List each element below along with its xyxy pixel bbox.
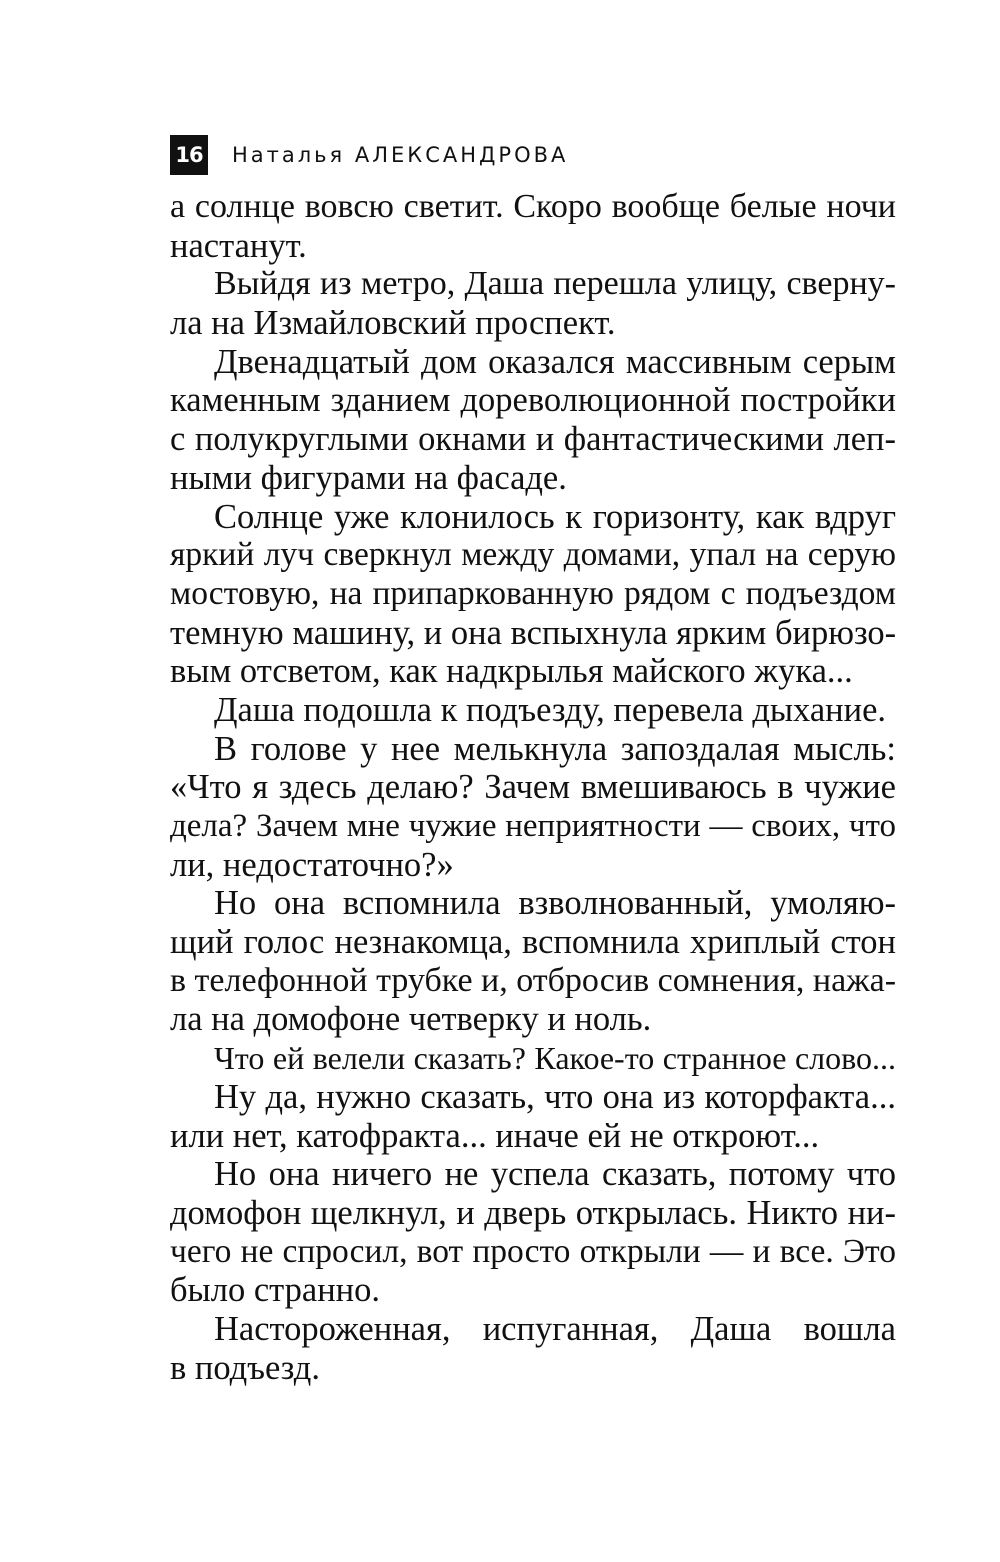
text-line: а солнце вовсю светит. Скоро вообще белые ночи <box>170 188 896 225</box>
body-text <box>170 188 896 1387</box>
text-line: в телефонной трубке и, отбросив сомнения, нажа- <box>170 961 897 999</box>
text-line: темную машину, и она вспыхнула ярким бирюзо- <box>170 613 897 652</box>
text-line: Двенадцатый дом оказался массивным серым <box>214 342 896 381</box>
text-line: в подъезд. <box>170 1348 320 1387</box>
text-line: ла на Измайловский проспект. <box>170 304 616 343</box>
running-header <box>170 135 568 175</box>
text-line: или нет, катофракта... иначе ей не откроют... <box>170 1116 820 1155</box>
text-line: дела? Зачем мне чужие неприятности — своих, что <box>170 808 896 844</box>
text-line: В голове у нее мелькнула запоздалая мысль: <box>214 729 896 768</box>
text-line: настанут. <box>170 226 307 265</box>
text-line: вым отсветом, как надкрылья майского жука... <box>170 652 853 691</box>
running-head-title: Наталья АЛЕКСАНДРОВА <box>232 143 569 167</box>
text-line: мостовую, на припаркованную рядом с подъездом <box>170 574 896 612</box>
text-line: Даша подошла к подъезду, перевела дыхание. <box>214 690 887 729</box>
text-line: Настороженная, испуганная, Даша вошла <box>214 1309 896 1348</box>
text-line: ными фигурами на фасаде. <box>170 458 567 497</box>
text-line: чего не спросил, вот просто открыли — и все. Это <box>170 1232 896 1270</box>
text-line: щий голос незнакомца, вспомнила хриплый стон <box>170 923 896 962</box>
text-line: ли, недостаточно?» <box>170 845 454 884</box>
text-line: Но она ничего не успела сказать, потому что <box>214 1155 896 1194</box>
text-line: Солнце уже клонилось к горизонту, как вдруг <box>214 497 896 536</box>
text-line: яркий луч сверкнул между домами, упал на серую <box>170 536 896 574</box>
text-line: каменным зданием дореволюционной постройки <box>170 381 896 420</box>
text-line: Но она вспомнила взволнованный, умоляю- <box>214 884 896 923</box>
text-line: Выйдя из метро, Даша перешла улицу, сверну- <box>214 265 896 303</box>
text-line: Что ей велели сказать? Какое-то странное слово... <box>214 1040 896 1077</box>
page-number: 16 <box>170 135 208 175</box>
text-line: ла на домофоне четверку и ноль. <box>170 1000 652 1039</box>
text-line: «Что я здесь делаю? Зачем вмешиваюсь в чужие <box>170 768 896 807</box>
text-line: домофон щелкнул, и дверь открылась. Никто ни- <box>170 1193 896 1232</box>
text-line: с полукруглыми окнами и фантастическими леп- <box>170 420 896 459</box>
text-line: было странно. <box>170 1271 380 1310</box>
text-line: Ну да, нужно сказать, что она из которфакта... <box>214 1077 896 1116</box>
